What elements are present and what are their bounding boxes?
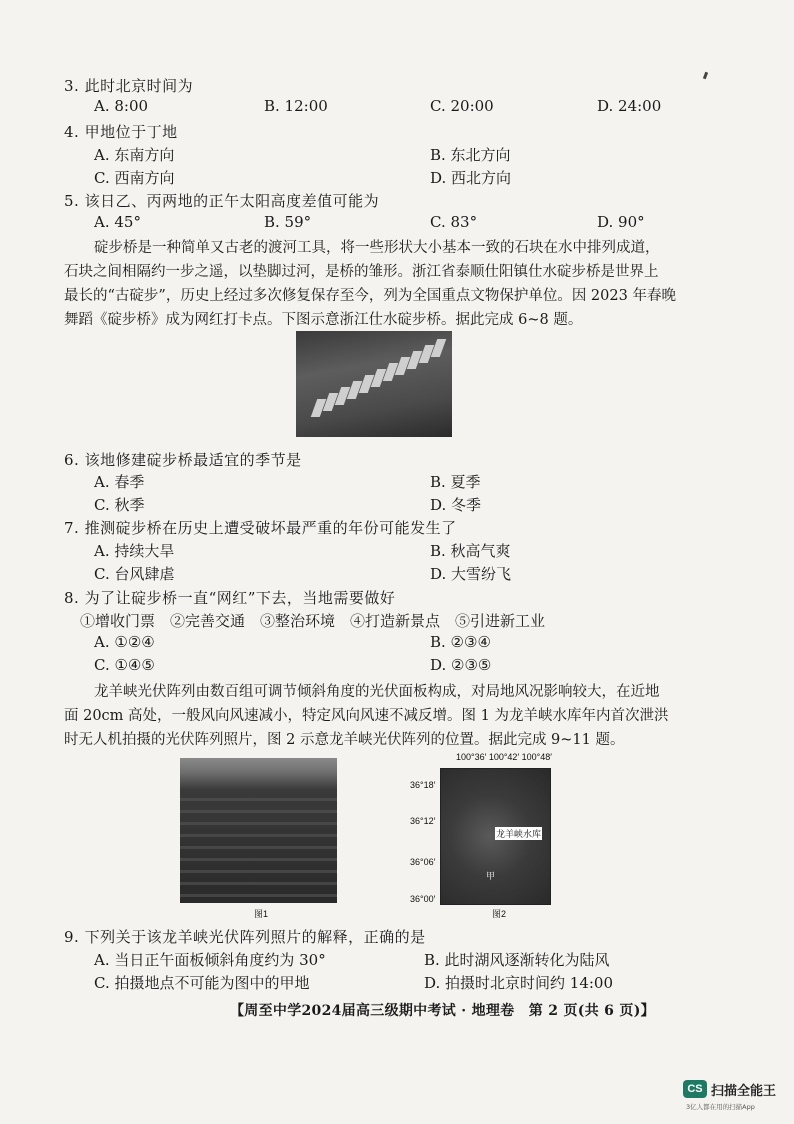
passage1-line-2: 石块之间相隔约一步之遥，以垫脚过河，是桥的雏形。浙江省泰顺仕阳镇仕水碇步桥是世界上 [64, 264, 659, 280]
passage-stepping-stone-bridge [64, 236, 734, 332]
map-lat-1: 36°18′ [410, 780, 436, 790]
q4-option-d: D. 西北方向 [430, 169, 512, 187]
q5-option-a: A. 45° [94, 213, 141, 231]
q6-option-c: C. 秋季 [94, 496, 145, 514]
q5-option-b: B. 59° [264, 213, 312, 231]
figure-2-caption: 图2 [492, 909, 507, 919]
passage1-line-3: 最长的“古碇步”，历史上经过多次修复保存至今，列为全国重点文物保护单位。因 2023 年春晚 [64, 288, 676, 304]
question-6-stem: 6. 该地修建碇步桥最适宜的季节是 [64, 451, 302, 469]
q6-option-d: D. 冬季 [430, 496, 482, 514]
map-lat-3: 36°06′ [410, 857, 436, 867]
question-7-stem: 7. 推测碇步桥在历史上遭受破坏最严重的年份可能发生了 [64, 519, 457, 537]
q4-option-b: B. 东北方向 [430, 146, 511, 164]
question-4-stem: 4. 甲地位于丁地 [64, 123, 178, 141]
q9-option-b: B. 此时湖风逐渐转化为陆风 [424, 951, 610, 969]
scanner-app-name: 扫描全能王 [711, 1084, 777, 1099]
map-lat-4: 36°00′ [410, 894, 436, 904]
q7-option-d: D. 大雪纷飞 [430, 565, 512, 583]
passage2-line-3: 时无人机拍摄的光伏阵列照片，图 2 示意龙羊峡光伏阵列的位置。据此完成 9~11 题。 [64, 732, 625, 748]
passage2-line-2: 面 20cm 高处，一般风向风速减小，特定风向风速不减反增。图 1 为龙羊峡水库年内首次泄洪 [64, 708, 669, 724]
q3-option-d: D. 24:00 [597, 97, 662, 115]
scanner-tagline: 3亿人都在用的扫描App [686, 1103, 755, 1111]
q9-option-c: C. 拍摄地点不可能为图中的甲地 [94, 974, 310, 992]
q3-option-a: A. 8:00 [94, 97, 149, 115]
pv-array-photo [180, 758, 337, 903]
q8-choice-items: ①增收门票 ②完善交通 ③整治环境 ④打造新景点 ⑤引进新工业 [80, 612, 546, 630]
scan-speck [703, 72, 708, 80]
q9-option-a: A. 当日正午面板倾斜角度约为 30° [94, 951, 326, 969]
q4-option-c: C. 西南方向 [94, 169, 175, 187]
q8-option-b: B. ②③④ [430, 633, 491, 651]
q4-option-a: A. 东南方向 [94, 146, 175, 164]
passage-longyangxia-pv [64, 680, 734, 752]
q3-option-c: C. 20:00 [430, 97, 494, 115]
q9-option-d: D. 拍摄时北京时间约 14:00 [424, 974, 614, 992]
map-jia-label: 甲 [486, 871, 496, 881]
figure-1-caption: 图1 [254, 909, 269, 919]
q5-option-d: D. 90° [597, 213, 645, 231]
q6-option-b: B. 夏季 [430, 473, 481, 491]
question-3-stem: 3. 此时北京时间为 [64, 77, 194, 95]
passage1-line-1: 碇步桥是一种简单又古老的渡河工具，将一些形状大小基本一致的石块在水中排列成道， [94, 240, 660, 256]
passage2-line-1: 龙羊峡光伏阵列由数百组可调节倾斜角度的光伏面板构成，对局地风况影响较大，在近地 [94, 684, 660, 700]
q3-option-b: B. 12:00 [264, 97, 328, 115]
map-lat-2: 36°12′ [410, 816, 436, 826]
q6-option-a: A. 春季 [94, 473, 145, 491]
page-footer: 【周至中学2024届高三级期中考试 · 地理卷 第 2 页(共 6 页)】 [230, 1003, 655, 1019]
q5-option-c: C. 83° [430, 213, 478, 231]
stepping-stone-bridge-photo [296, 331, 452, 437]
map-longitude-labels: 100°36′ 100°42′ 100°48′ [456, 752, 552, 762]
q7-option-b: B. 秋高气爽 [430, 542, 511, 560]
question-8-stem: 8. 为了让碇步桥一直“网红”下去，当地需要做好 [64, 589, 396, 607]
q7-option-a: A. 持续大旱 [94, 542, 175, 560]
q8-option-c: C. ①④⑤ [94, 656, 155, 674]
question-9-stem: 9. 下列关于该龙羊峡光伏阵列照片的解释，正确的是 [64, 928, 426, 946]
q8-option-d: D. ②③⑤ [430, 656, 492, 674]
map-reservoir-label: 龙羊峡水库 [496, 829, 542, 839]
q7-option-c: C. 台风肆虐 [94, 565, 175, 583]
q8-option-a: A. ①②④ [94, 633, 155, 651]
passage1-line-4: 舞蹈《碇步桥》成为网红打卡点。下图示意浙江仕水碇步桥。据此完成 6~8 题。 [64, 312, 583, 328]
longyangxia-location-map [440, 768, 551, 905]
question-5-stem: 5. 该日乙、丙两地的正午太阳高度差值可能为 [64, 192, 380, 210]
camscanner-logo-icon: CS [683, 1080, 707, 1098]
